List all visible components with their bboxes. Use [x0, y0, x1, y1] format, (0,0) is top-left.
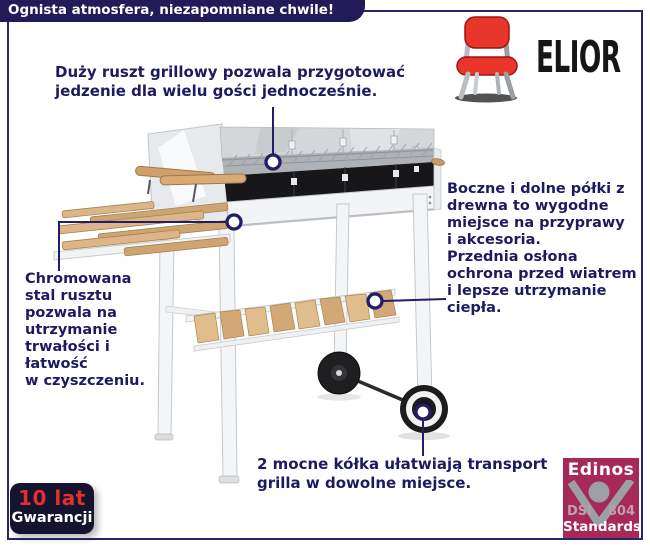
marker-steel: [227, 215, 241, 229]
annotation-line: 2 mocne kółka ułatwiają transport: [257, 455, 548, 473]
annotation-steel: [25, 271, 145, 390]
warranty-label: Gwarancji: [11, 510, 93, 526]
annotation-wheels: [257, 455, 547, 493]
annotation-line: i akcesoria.: [447, 232, 541, 248]
annotation-line: utrzymanie: [25, 322, 118, 338]
brand-name: ELIOR: [536, 32, 621, 83]
side-shelf: [54, 201, 230, 260]
marker-wheels: [416, 405, 430, 419]
grill-right-end: [434, 148, 441, 210]
annotation-shelves: [447, 181, 637, 317]
annotation-line: w czyszczeniu.: [25, 373, 145, 389]
warranty-badge: [10, 483, 94, 534]
annotation-line: pozwala na: [25, 305, 117, 321]
rivet: [429, 196, 432, 199]
warranty-years: 10 lat: [18, 486, 86, 510]
certification-label: Standards: [563, 519, 642, 535]
annotation-grate: [55, 63, 405, 100]
annotation-line: grilla w dowolne miejsce.: [257, 474, 472, 492]
annotation-line: łatwość: [25, 356, 88, 372]
annotation-line: ochrona przed wiatrem: [447, 266, 637, 282]
marker-grate: [266, 155, 280, 169]
annotation-line: jedzenie dla wielu gości jednocześnie.: [55, 81, 378, 100]
annotation-line: Przednia osłona: [447, 249, 578, 265]
certification-804: 804: [607, 504, 635, 519]
annotation-line: miejsce na przyprawy: [447, 215, 625, 231]
annotation-line: i lepsze utrzymanie: [447, 283, 607, 299]
annotation-line: stal rusztu: [25, 288, 113, 304]
annotation-line: trwałości i: [25, 339, 110, 355]
banner-text: Ognista atmosfera, niezapomniane chwile!: [8, 2, 335, 18]
marker-shelves: [368, 294, 382, 308]
annotation-line: Duży ruszt grillowy pozwala przygotować: [55, 63, 405, 81]
annotation-line: ciepła.: [447, 300, 502, 316]
certification-dsi: DSI: [567, 504, 592, 519]
certification-brand: Edinos: [567, 460, 635, 480]
annotation-line: drewna to wygodne: [447, 198, 609, 214]
annotation-line: Boczne i dolne półki z: [447, 181, 625, 197]
rivet: [429, 202, 432, 205]
certification-badge: [563, 458, 642, 538]
annotation-line: Chromowana: [25, 271, 132, 287]
